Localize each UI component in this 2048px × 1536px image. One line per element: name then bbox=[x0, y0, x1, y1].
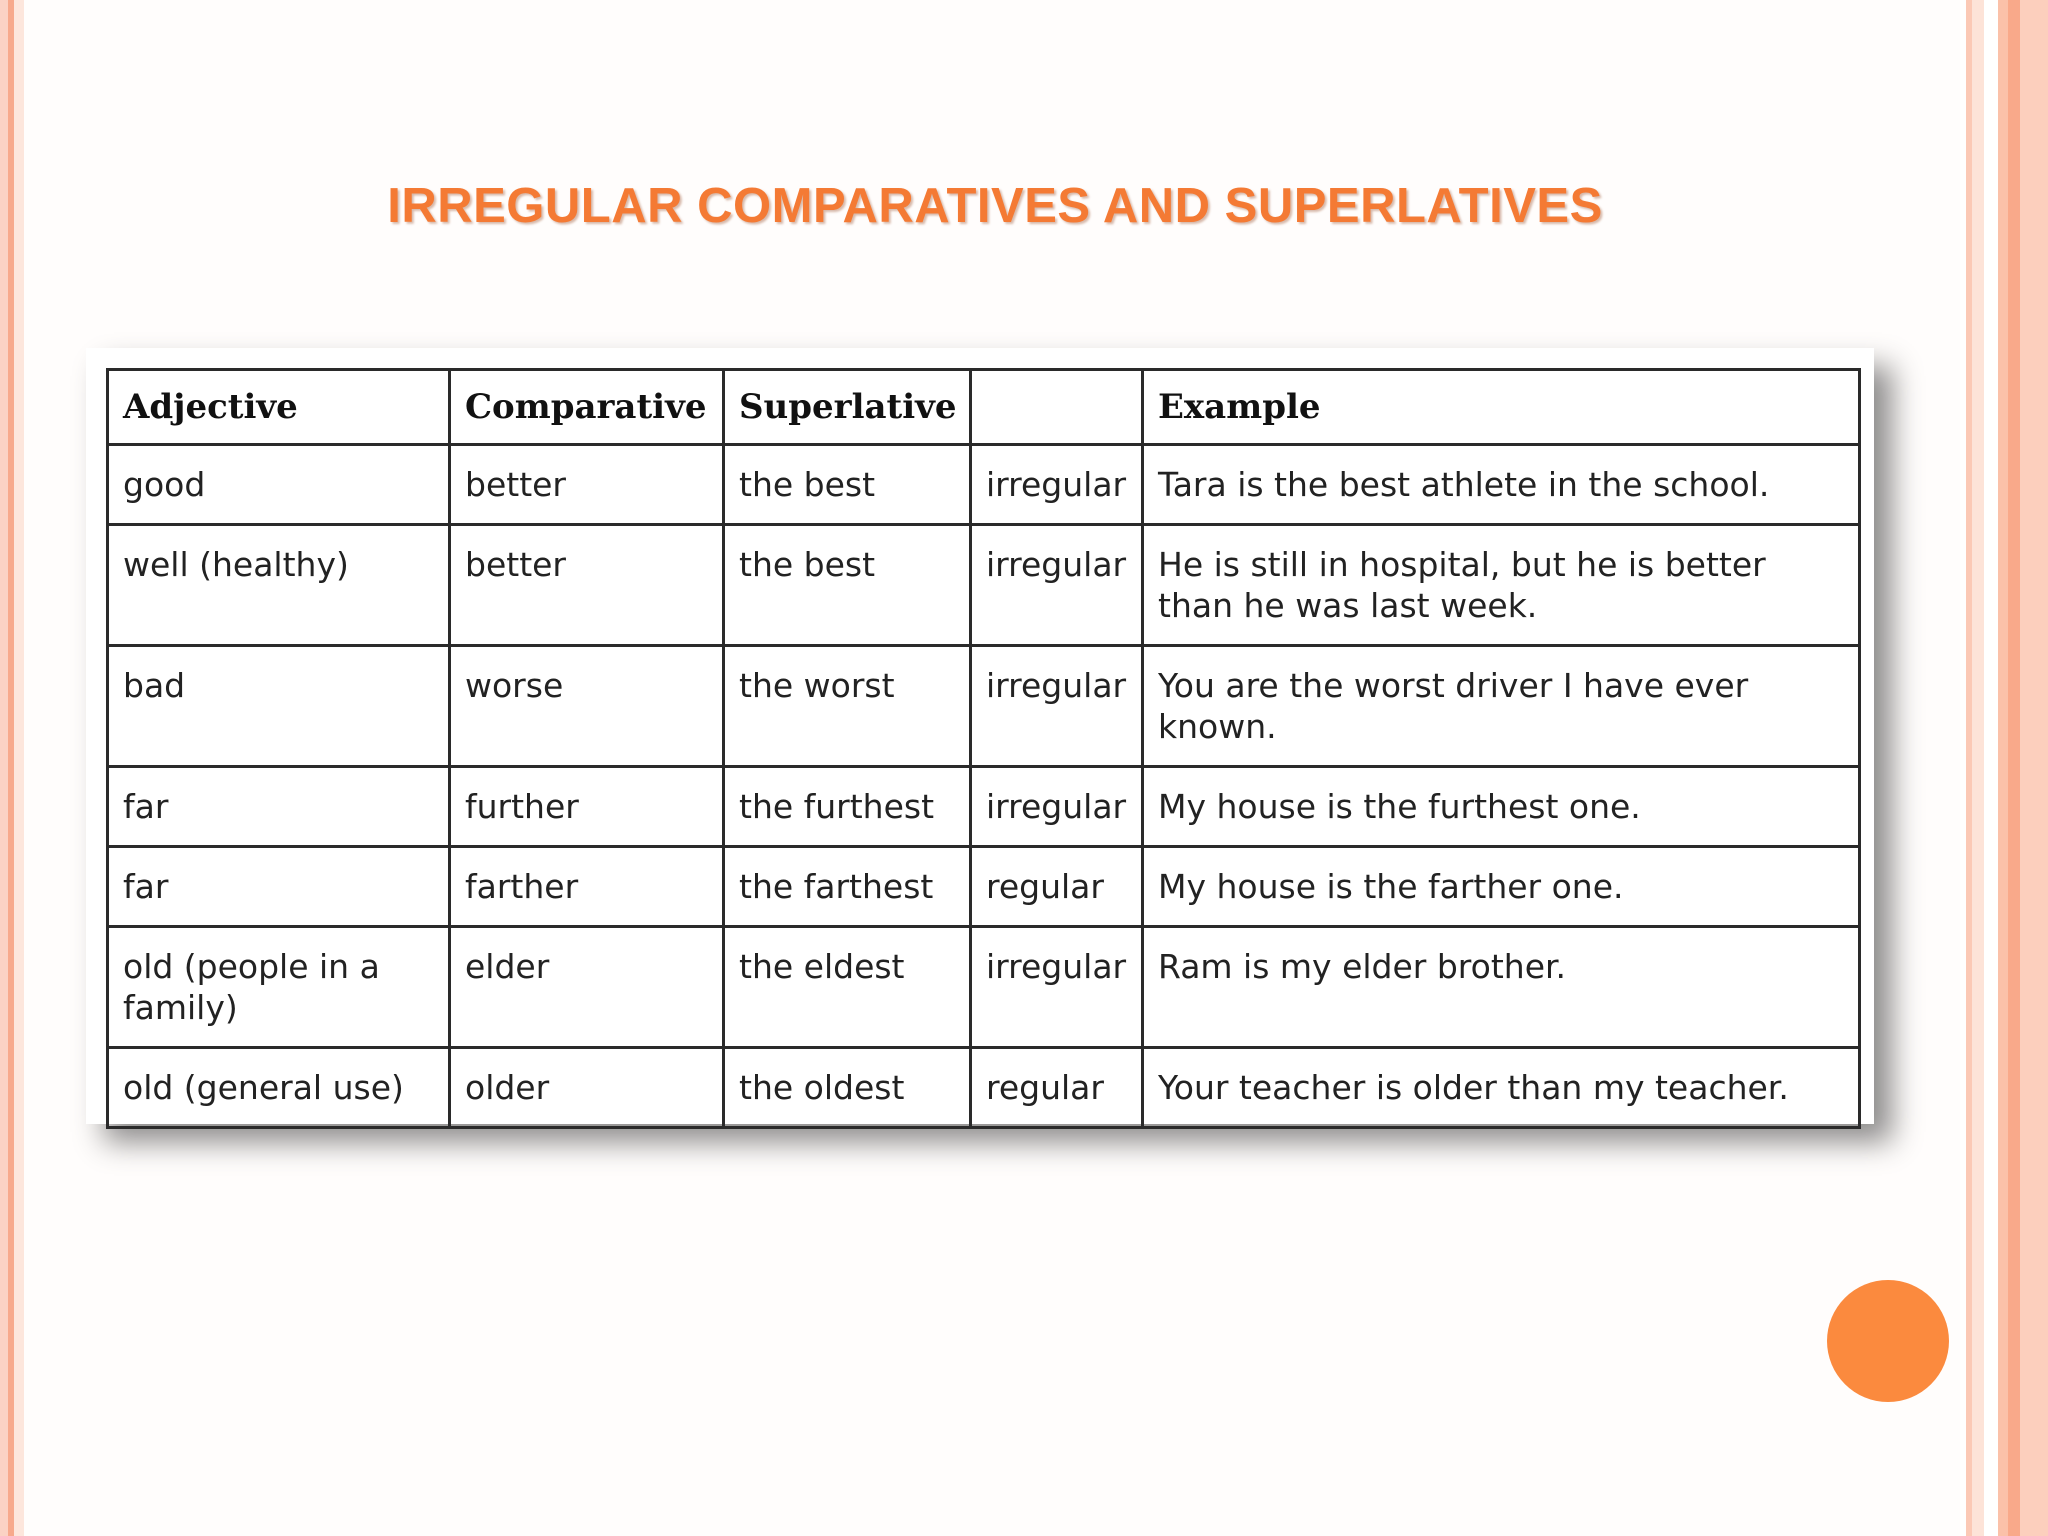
cell-type: irregular bbox=[971, 525, 1143, 646]
cell-comparative: older bbox=[450, 1048, 724, 1128]
cell-example: You are the worst driver I have ever known. bbox=[1143, 646, 1860, 767]
table-row bbox=[108, 1048, 1860, 1128]
header-type bbox=[971, 370, 1143, 445]
cell-example: Tara is the best athlete in the school. bbox=[1143, 445, 1860, 525]
cell-comparative: worse bbox=[450, 646, 724, 767]
cell-superlative: the farthest bbox=[724, 847, 971, 927]
right-decorative-stripes bbox=[1960, 0, 2048, 1536]
cell-superlative: the worst bbox=[724, 646, 971, 767]
cell-adjective: far bbox=[108, 847, 450, 927]
cell-type: regular bbox=[971, 847, 1143, 927]
table-image-frame bbox=[86, 348, 1874, 1124]
cell-type: irregular bbox=[971, 445, 1143, 525]
cell-comparative: further bbox=[450, 767, 724, 847]
cell-type: regular bbox=[971, 1048, 1143, 1128]
cell-example: Your teacher is older than my teacher. bbox=[1143, 1048, 1860, 1128]
slide-title: IRREGULAR COMPARATIVES AND SUPERLATIVES bbox=[387, 179, 1603, 233]
cell-adjective: old (people in a family) bbox=[108, 927, 450, 1048]
cell-example: He is still in hospital, but he is better than he was last week. bbox=[1143, 525, 1860, 646]
cell-adjective: well (healthy) bbox=[108, 525, 450, 646]
cell-adjective: far bbox=[108, 767, 450, 847]
cell-superlative: the best bbox=[724, 525, 971, 646]
table-row bbox=[108, 927, 1860, 1048]
header-superlative: Superlative bbox=[724, 370, 971, 445]
header-comparative: Comparative bbox=[450, 370, 724, 445]
table-row bbox=[108, 847, 1860, 927]
cell-type: irregular bbox=[971, 927, 1143, 1048]
left-decorative-border bbox=[0, 0, 24, 1536]
cell-comparative: elder bbox=[450, 927, 724, 1048]
header-adjective: Adjective bbox=[108, 370, 450, 445]
cell-comparative: farther bbox=[450, 847, 724, 927]
header-example: Example bbox=[1143, 370, 1860, 445]
cell-superlative: the furthest bbox=[724, 767, 971, 847]
table-row bbox=[108, 646, 1860, 767]
cell-comparative: better bbox=[450, 525, 724, 646]
cell-superlative: the eldest bbox=[724, 927, 971, 1048]
decorative-circle bbox=[1827, 1280, 1949, 1402]
cell-type: irregular bbox=[971, 767, 1143, 847]
cell-example: Ram is my elder brother. bbox=[1143, 927, 1860, 1048]
table-row bbox=[108, 767, 1860, 847]
cell-superlative: the best bbox=[724, 445, 971, 525]
cell-superlative: the oldest bbox=[724, 1048, 971, 1128]
table-header-row bbox=[108, 370, 1860, 445]
cell-adjective: bad bbox=[108, 646, 450, 767]
table-row bbox=[108, 525, 1860, 646]
table-row bbox=[108, 445, 1860, 525]
comparatives-table bbox=[106, 368, 1861, 1129]
cell-type: irregular bbox=[971, 646, 1143, 767]
cell-adjective: good bbox=[108, 445, 450, 525]
cell-comparative: better bbox=[450, 445, 724, 525]
cell-example: My house is the farther one. bbox=[1143, 847, 1860, 927]
cell-adjective: old (general use) bbox=[108, 1048, 450, 1128]
cell-example: My house is the furthest one. bbox=[1143, 767, 1860, 847]
